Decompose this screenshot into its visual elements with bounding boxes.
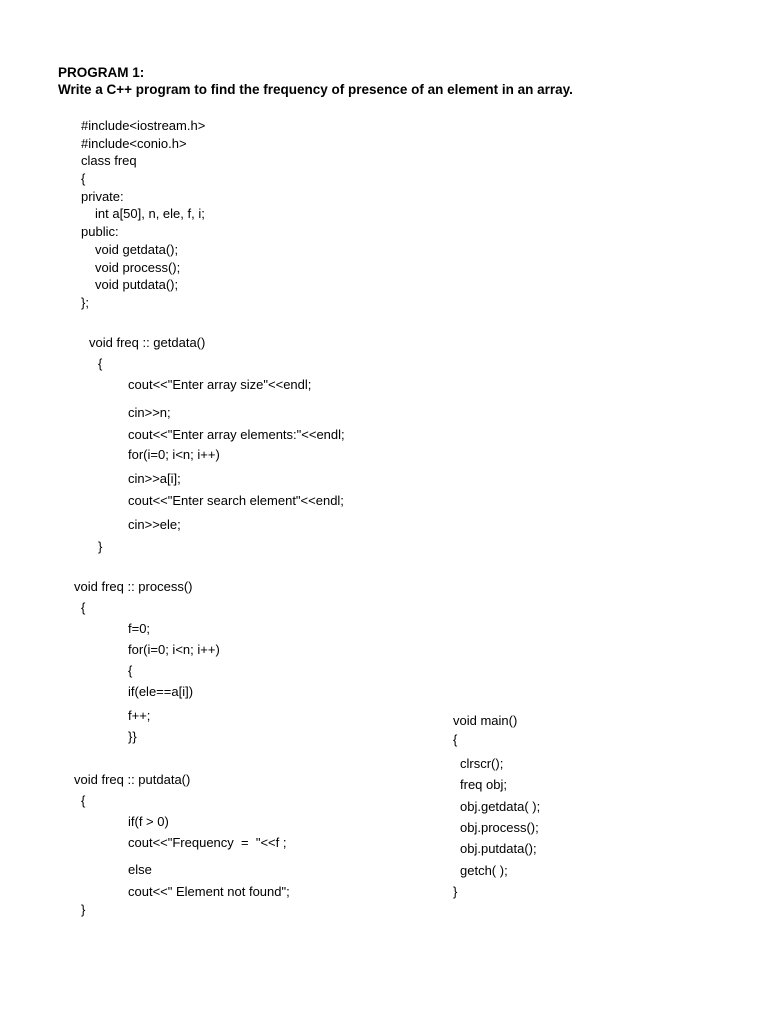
private-label: private: (81, 189, 124, 204)
putdata-line-else: else (128, 862, 152, 877)
process-line-for: for(i=0; i<n; i++) (128, 642, 220, 657)
process-line-brace: { (128, 663, 133, 678)
getdata-line-for: for(i=0; i<n; i++) (128, 447, 220, 462)
getdata-line-elements: cout<<"Enter array elements:"<<endl; (128, 427, 345, 442)
putdata-header: void freq :: putdata() (74, 772, 191, 787)
main-line-clrscr: clrscr(); (460, 756, 504, 771)
process-close-braces: }} (128, 729, 137, 744)
include-iostream: #include<iostream.h> (81, 118, 206, 133)
process-line-if: if(ele==a[i]) (128, 684, 194, 699)
member-variables: int a[50], n, ele, f, i; (95, 206, 205, 221)
main-line-process: obj.process(); (460, 820, 539, 835)
getdata-line-cin-n: cin>>n; (128, 405, 171, 420)
main-open-brace: { (453, 732, 458, 747)
process-line-init: f=0; (128, 621, 151, 636)
putdata-open-brace: { (81, 793, 86, 808)
main-line-getch: getch( ); (460, 863, 508, 878)
getdata-line-cin-a: cin>>a[i]; (128, 471, 181, 486)
getdata-close-brace: } (98, 539, 103, 554)
main-close-brace: } (453, 884, 458, 899)
putdata-line-notfound: cout<<" Element not found"; (128, 884, 290, 899)
class-close-brace: }; (81, 295, 89, 310)
getdata-prototype: void getdata(); (95, 242, 179, 257)
class-declaration: class freq (81, 153, 137, 168)
task-statement: Write a C++ program to find the frequency of presence of an element in an array. (58, 82, 573, 97)
process-line-incr: f++; (128, 708, 151, 723)
putdata-prototype: void putdata(); (95, 277, 179, 292)
getdata-line-cin-ele: cin>>ele; (128, 517, 181, 532)
public-label: public: (81, 224, 119, 239)
putdata-close-brace: } (81, 902, 86, 917)
process-header: void freq :: process() (74, 579, 193, 594)
putdata-line-cout: cout<<"Frequency = "<<f ; (128, 835, 287, 850)
main-line-obj: freq obj; (460, 777, 507, 792)
process-open-brace: { (81, 600, 86, 615)
putdata-line-if: if(f > 0) (128, 814, 169, 829)
getdata-header: void freq :: getdata() (89, 335, 206, 350)
getdata-open-brace: { (98, 356, 103, 371)
program-label: PROGRAM 1: (58, 65, 145, 80)
main-header: void main() (453, 713, 518, 728)
main-line-putdata: obj.putdata(); (460, 841, 537, 856)
class-open-brace: { (81, 171, 86, 186)
process-prototype: void process(); (95, 260, 181, 275)
main-line-getdata: obj.getdata( ); (460, 799, 541, 814)
include-conio: #include<conio.h> (81, 136, 187, 151)
getdata-line-search: cout<<"Enter search element"<<endl; (128, 493, 344, 508)
getdata-line-size: cout<<"Enter array size"<<endl; (128, 377, 312, 392)
